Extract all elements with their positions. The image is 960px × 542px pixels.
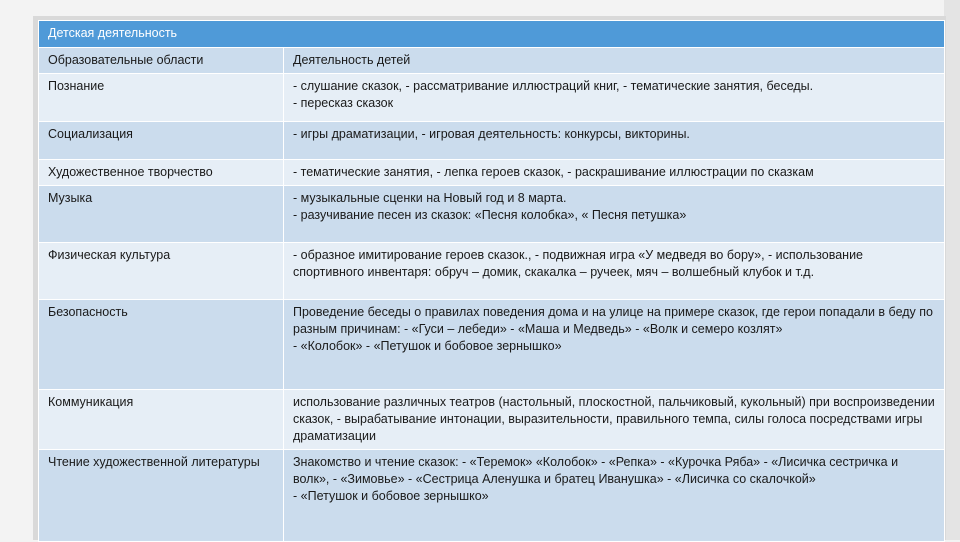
- activity-line: использование различных театров (настольный, плоскостной, пальчиковый, кукольный) при воспроизведении сказок, - вырабатывание интонации, выразительности, правильного темпа, силы голоса посредствами игры драматизации: [293, 395, 935, 443]
- activity-cell: [284, 300, 945, 390]
- table-row: [39, 300, 945, 390]
- activity-cell: [284, 243, 945, 300]
- table-row: [39, 160, 945, 186]
- activity-line: - музыкальные сценки на Новый год и 8 марта.: [293, 191, 567, 205]
- activity-line: - разучивание песен из сказок: «Песня колобка», « Песня петушка»: [293, 208, 687, 222]
- header-cell-activity: Деятельность детей: [284, 48, 945, 74]
- activity-cell: [284, 74, 945, 122]
- activity-table: [38, 20, 945, 542]
- activity-line: - игры драматизации, - игровая деятельность: конкурсы, викторины.: [293, 127, 690, 141]
- activity-line: Проведение беседы о правилах поведения дома и на улице на примере сказок, где герои попадали в беду по разным причинам: - «Гуси – лебеди» - «Маша и Медведь» - «Волк и семеро козлят»: [293, 305, 933, 336]
- table-row: [39, 74, 945, 122]
- area-cell: Безопасность: [39, 300, 284, 390]
- activity-line: - пересказ сказок: [293, 96, 394, 110]
- table-row: [39, 122, 945, 160]
- table-row: [39, 243, 945, 300]
- activity-cell: [284, 390, 945, 450]
- area-cell: Музыка: [39, 186, 284, 243]
- activity-cell: [284, 160, 945, 186]
- table-row: [39, 390, 945, 450]
- table-body: [39, 48, 945, 542]
- activity-line: - тематические занятия, - лепка героев сказок, - раскрашивание иллюстрации по сказкам: [293, 165, 814, 179]
- header-cell-area: Образовательные области: [39, 48, 284, 74]
- activity-line: - образное имитирование героев сказок., - подвижная игра «У медведя во бору», - использование спортивного инвентаря: обруч – домик, скакалка – ручеек, мяч – волшебный клубок и т.д.: [293, 248, 864, 279]
- table-row: [39, 450, 945, 542]
- activity-cell: [284, 186, 945, 243]
- area-cell: Познание: [39, 74, 284, 122]
- activity-line: - «Петушок и бобовое зернышко»: [293, 489, 489, 503]
- activity-cell: [284, 122, 945, 160]
- slide-edge: [944, 0, 960, 540]
- area-cell: Художественное творчество: [39, 160, 284, 186]
- area-cell: Физическая культура: [39, 243, 284, 300]
- area-cell: Социализация: [39, 122, 284, 160]
- activity-line: Знакомство и чтение сказок: - «Теремок» «Колобок» - «Репка» - «Курочка Ряба» - «Лисичка сестричка и волк», - «Зимовье» - «Сестрица Аленушка и братец Иванушка» - «Лисичка со скалочкой»: [293, 455, 899, 486]
- activity-cell: [284, 450, 945, 542]
- area-cell: Коммуникация: [39, 390, 284, 450]
- table-title: Детская деятельность: [39, 21, 945, 48]
- activity-line: - слушание сказок, - рассматривание иллюстраций книг, - тематические занятия, беседы.: [293, 79, 814, 93]
- area-cell: Чтение художественной литературы: [39, 450, 284, 542]
- table-row: [39, 186, 945, 243]
- header-row: [39, 48, 945, 74]
- activity-line: - «Колобок» - «Петушок и бобовое зернышко»: [293, 339, 562, 353]
